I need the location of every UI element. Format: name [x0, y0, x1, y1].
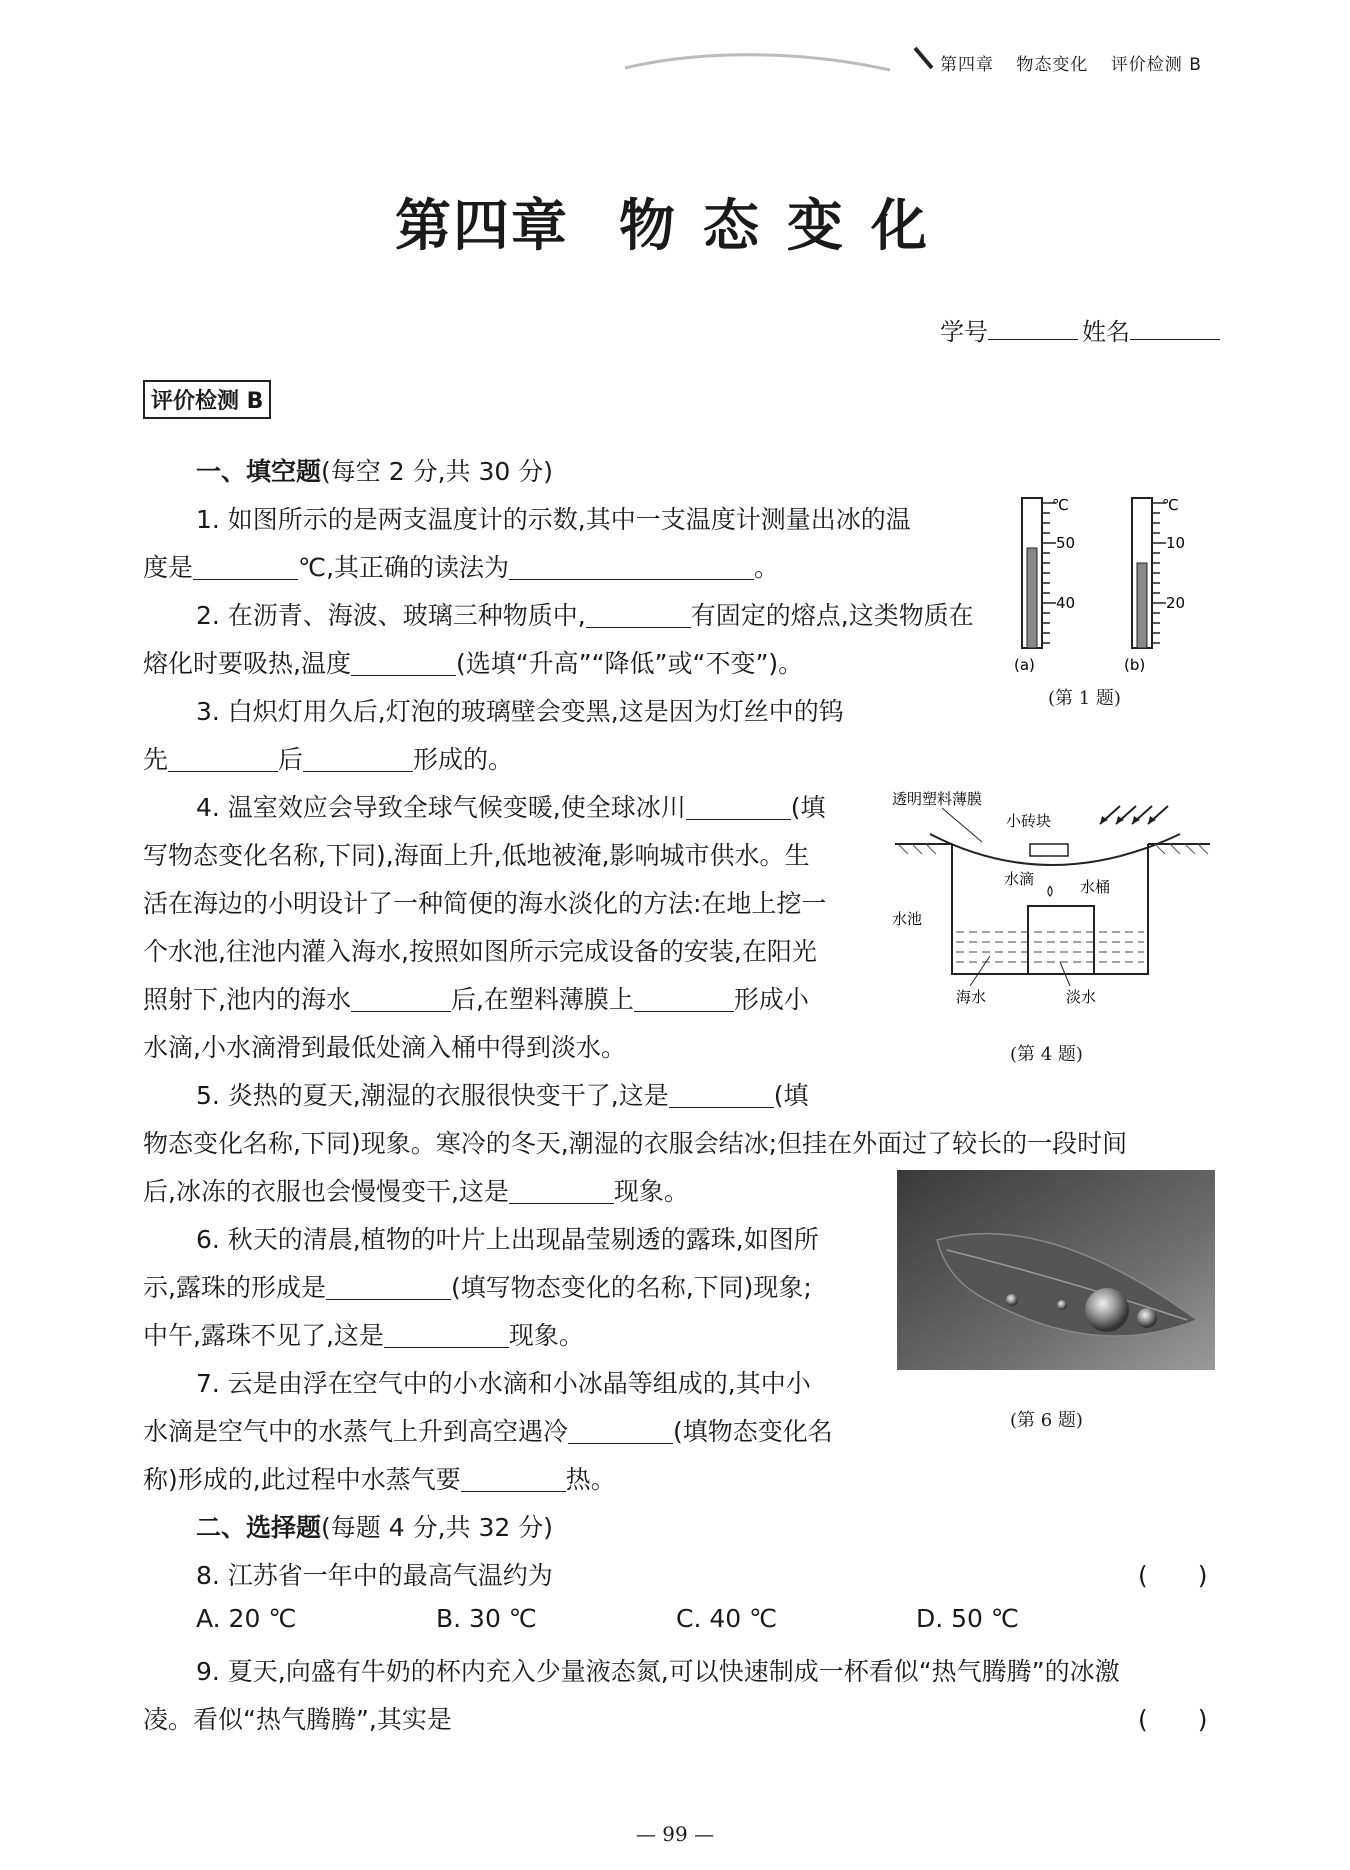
q6-line1: 6. 秋天的清晨,植物的叶片上出现晶莹剔透的露珠,如图所 [196, 1225, 819, 1254]
q7-text-b: (填物态变化名 [673, 1417, 833, 1446]
q1-line1: 1. 如图所示的是两支温度计的示数,其中一支温度计测量出冰的温 [196, 505, 911, 534]
q7-text-c: 称)形成的,此过程中水蒸气要 [143, 1465, 461, 1494]
q4-line4: 个水池,往池内灌入海水,按照如图所示完成设备的安装,在阳光 [143, 937, 817, 966]
section2-title: 二、选择题 [196, 1513, 322, 1542]
q3-text-b: 后 [278, 745, 304, 774]
header-chapter: 第四章 [940, 55, 994, 75]
q6-blank-2[interactable] [384, 1323, 509, 1348]
q7-line2 [143, 1412, 833, 1448]
q2-blank-2[interactable] [351, 651, 456, 676]
q4-line5 [143, 980, 809, 1016]
q3-line2 [143, 740, 513, 776]
q6-text-d: 现象。 [508, 1321, 584, 1350]
section1-heading [196, 452, 553, 488]
q4-text-d: 后,在塑料薄膜上 [450, 985, 634, 1014]
figure-dewdrop-photo [897, 1170, 1215, 1370]
title-chapter: 第四章 [395, 194, 569, 259]
label-freshwater: 淡水 [1066, 988, 1097, 1006]
thermo-b-tick-1: 10 [1166, 534, 1186, 552]
box-title: 评价检测 B [143, 380, 271, 419]
q7-text-d: 热。 [565, 1465, 616, 1494]
page-title [0, 182, 1350, 262]
label-pool: 水池 [892, 910, 923, 928]
q5-text-d: 现象。 [613, 1177, 689, 1206]
q1-text-a: 度是 [143, 553, 194, 582]
q4-line6: 水滴,小水滴滑到最低处滴入桶中得到淡水。 [143, 1033, 626, 1062]
fig6-caption: (第 6 题) [1010, 1410, 1083, 1431]
thermometer-a [1014, 496, 1075, 674]
thermo-a-label: (a) [1014, 656, 1035, 674]
running-header [940, 50, 1218, 75]
thermo-a-tick-1: 50 [1056, 534, 1076, 552]
q9-line2: 凌。看似“热气腾腾”,其实是 [143, 1705, 452, 1734]
section2-note: (每题 4 分,共 32 分) [321, 1513, 553, 1542]
figure-thermometers [1000, 488, 1240, 678]
title-topic: 物态变化 [619, 194, 955, 259]
q4-line1 [196, 788, 826, 824]
figure-desalination [890, 786, 1220, 1006]
header-decoration [620, 40, 940, 80]
q2-text-d: (选填“升高”“降低”或“不变”)。 [455, 649, 804, 678]
q1-line2 [143, 548, 779, 584]
q4-blank-3[interactable] [634, 987, 734, 1012]
q9-line1: 9. 夏天,向盛有牛奶的杯内充入少量液态氮,可以快速制成一杯看似“热气腾腾”的冰激 [196, 1657, 1120, 1686]
name-label: 姓名 [1082, 318, 1130, 346]
q4-line3: 活在海边的小明设计了一种简便的海水淡化的方法:在地上挖一 [143, 889, 827, 918]
section1-note: (每空 2 分,共 30 分) [321, 457, 553, 486]
header-section: 评价检测 B [1110, 55, 1202, 75]
q4-blank-2[interactable] [351, 987, 451, 1012]
q8-option-d[interactable]: D. 50 ℃ [916, 1604, 1019, 1633]
label-brick: 小砖块 [1006, 812, 1052, 830]
q6-line3 [143, 1316, 584, 1352]
q2-blank-1[interactable] [586, 603, 691, 628]
q1-blank-2[interactable] [509, 555, 754, 580]
q2-text-c: 熔化时要吸热,温度 [143, 649, 351, 678]
student-no-label: 学号 [940, 318, 988, 346]
label-bucket: 水桶 [1080, 878, 1111, 896]
q2-line1 [196, 596, 974, 632]
q7-blank-1[interactable] [568, 1419, 673, 1444]
q1-text-c: 。 [754, 553, 780, 582]
label-film: 透明塑料薄膜 [892, 790, 983, 808]
q8-option-a[interactable]: A. 20 ℃ [196, 1604, 297, 1633]
q5-text-a: 5. 炎热的夏天,潮湿的衣服很快变干了,这是 [196, 1081, 669, 1110]
q6-line2 [143, 1268, 812, 1304]
water-drop-icon [1048, 886, 1052, 896]
q1-blank-1[interactable] [193, 555, 298, 580]
q3-line1: 3. 白炽灯用久后,灯泡的玻璃壁会变黑,这是因为灯丝中的钨 [196, 697, 844, 726]
page-number: — 99 — [635, 1822, 715, 1846]
q7-text-a: 水滴是空气中的水蒸气上升到高空遇冷 [143, 1417, 569, 1446]
q2-text-a: 2. 在沥青、海波、玻璃三种物质中, [196, 601, 586, 630]
q5-line1 [196, 1076, 808, 1112]
q4-text-b: (填 [790, 793, 826, 822]
fig4-caption: (第 4 题) [1010, 1044, 1083, 1065]
q7-line1: 7. 云是由浮在空气中的小水滴和小冰晶等组成的,其中小 [196, 1369, 811, 1398]
dewdrop-small [1137, 1308, 1157, 1328]
q9-answer-paren[interactable]: ( ) [1138, 1705, 1208, 1734]
q1-text-b: ℃,其正确的读法为 [298, 553, 510, 582]
q6-text-c: 中午,露珠不见了,这是 [143, 1321, 384, 1350]
q4-line2: 写物态变化名称,下同),海面上升,低地被淹,影响城市供水。生 [143, 841, 810, 870]
q8-answer-paren[interactable]: ( ) [1138, 1561, 1208, 1590]
q7-blank-2[interactable] [461, 1467, 566, 1492]
thermo-b-label: (b) [1124, 656, 1146, 674]
q5-blank-2[interactable] [509, 1179, 614, 1204]
q3-blank-1[interactable] [168, 747, 278, 772]
q8-option-b[interactable]: B. 30 ℃ [436, 1604, 537, 1633]
header-topic: 物态变化 [1016, 55, 1089, 75]
q7-line3 [143, 1460, 616, 1496]
q6-text-b: (填写物态变化的名称,下同)现象; [450, 1273, 812, 1302]
section2-heading [196, 1508, 553, 1544]
dewdrop-large [1085, 1288, 1129, 1332]
q5-line2: 物态变化名称,下同)现象。寒冷的冬天,潮湿的衣服会结冰;但挂在外面过了较长的一段时间 [143, 1129, 1128, 1158]
thermometer-b [1124, 496, 1185, 674]
id-fields [940, 312, 1220, 347]
q5-line3 [143, 1172, 689, 1208]
q3-blank-2[interactable] [303, 747, 413, 772]
q3-text-a: 先 [143, 745, 169, 774]
q4-text-a: 4. 温室效应会导致全球气候变暖,使全球冰川 [196, 793, 686, 822]
q4-text-e: 形成小 [733, 985, 809, 1014]
thermo-b-tick-2: 20 [1166, 594, 1186, 612]
q5-text-c: 后,冰冻的衣服也会慢慢变干,这是 [143, 1177, 509, 1206]
thermo-b-unit: ℃ [1162, 496, 1179, 514]
q5-blank-1[interactable] [669, 1083, 774, 1108]
q8-option-c[interactable]: C. 40 ℃ [676, 1604, 778, 1633]
q8-stem: 8. 江苏省一年中的最高气温约为 [196, 1561, 553, 1590]
name-blank[interactable] [1130, 317, 1220, 340]
label-seawater: 海水 [956, 988, 987, 1006]
q4-text-c: 照射下,池内的海水 [143, 985, 351, 1014]
thermo-a-unit: ℃ [1052, 496, 1069, 514]
section1-title: 一、填空题 [196, 457, 322, 486]
q2-line2 [143, 644, 803, 680]
q6-text-a: 示,露珠的形成是 [143, 1273, 326, 1302]
label-drop: 水滴 [1004, 870, 1035, 888]
q2-text-b: 有固定的熔点,这类物质在 [690, 601, 974, 630]
q4-blank-1[interactable] [686, 795, 791, 820]
q3-text-c: 形成的。 [413, 745, 514, 774]
student-no-blank[interactable] [988, 317, 1078, 340]
q6-blank-1[interactable] [326, 1275, 451, 1300]
thermo-a-tick-2: 40 [1056, 594, 1076, 612]
brick-shape [1030, 844, 1068, 856]
q5-text-b: (填 [773, 1081, 809, 1110]
fig1-caption: (第 1 题) [1048, 688, 1121, 709]
